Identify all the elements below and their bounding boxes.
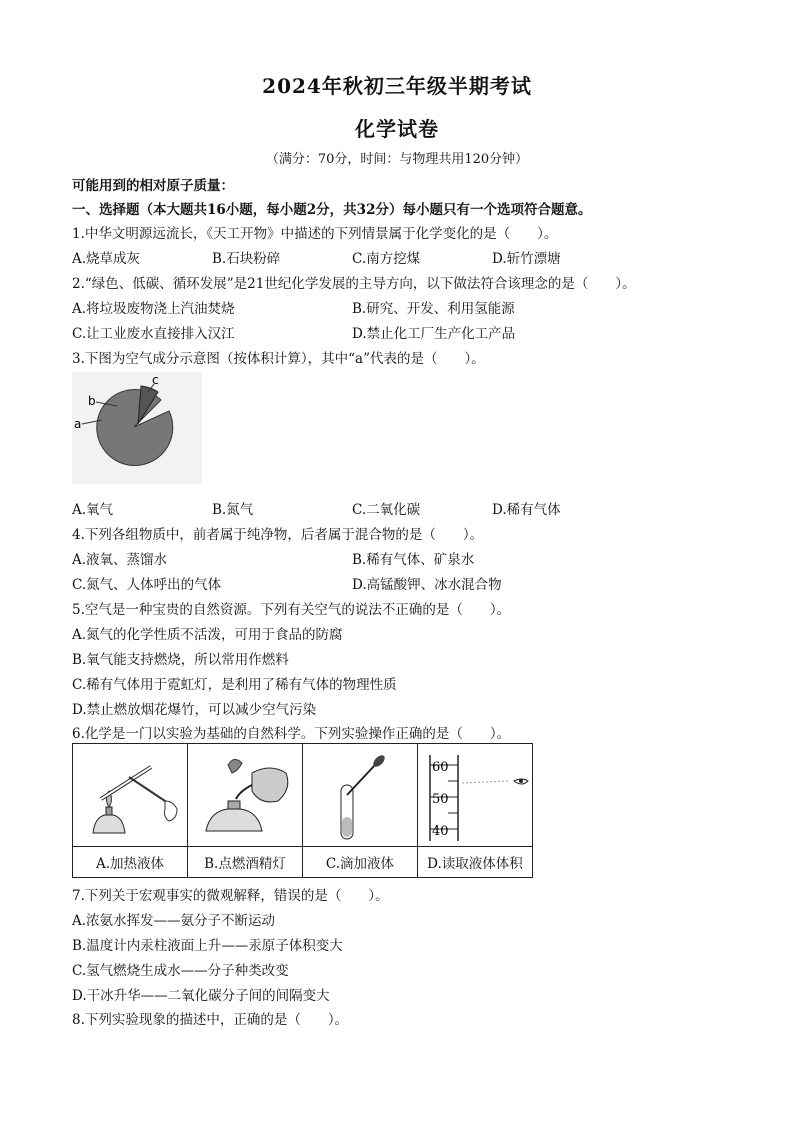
question-8: 8.下列实验现象的描述中，正确的是（ ）。 [72,1012,349,1028]
dropping-liquid-figure [303,745,417,845]
option: A.浓氨水挥发——氨分子不断运动 [72,913,276,929]
question-7: 7.下列关于宏观事实的微观解释，错误的是（ ）。 [72,888,389,904]
question-6: 6.化学是一门以实验为基础的自然科学。下列实验操作正确的是（ ）。 [72,726,511,742]
option: A.将垃圾废物浇上汽油焚烧 [72,301,235,317]
atomic-mass-label: 可能用到的相对原子质量： [72,178,234,194]
cell-lighting-lamp [188,744,303,847]
option: B.稀有气体、矿泉水 [352,552,475,568]
section-heading: 一、选择题（本大题共16小题，每小题2分，共32分）每小题只有一个选项符合题意。 [72,202,592,218]
question-4: 4.下列各组物质中，前者属于纯净物，后者属于混合物的是（ ）。 [72,527,484,543]
exam-subtitle: 化学试卷 [355,117,439,141]
cell-reading-volume [418,744,533,847]
option: A.液氧、蒸馏水 [72,552,168,568]
question-5: 5.空气是一种宝贵的自然资源。下列有关空气的说法不正确的是（ ）。 [72,602,511,618]
option: D.稀有气体 [492,502,561,518]
scale-60: 60 [432,760,449,775]
reading-volume-figure [418,745,532,845]
caption-dropping-liquid: C.滴加液体 [303,847,418,878]
option: C.南方挖煤 [352,251,421,267]
option: A.氧气 [72,502,114,518]
option: A.烧草成灰 [72,251,141,267]
option: D.高锰酸钾、冰水混合物 [352,577,502,593]
option: C.稀有气体用于霓虹灯，是利用了稀有气体的物理性质 [72,677,397,693]
caption-heating-liquid: A.加热液体 [73,847,188,878]
heating-liquid-figure [73,745,187,845]
exam-info: （满分：70分，时间：与物理共用120分钟） [265,152,529,167]
pie-label-c: c [152,373,159,387]
option: D.禁止燃放烟花爆竹，可以减少空气污染 [72,702,317,718]
option: B.氮气 [212,502,254,518]
caption-reading-volume: D.读取液体体积 [418,847,533,878]
exam-title: 2024年秋初三年级半期考试 [262,74,532,98]
question-3: 3.下图为空气成分示意图（按体积计算），其中“a”代表的是（ ）。 [72,351,485,367]
option: A.氮气的化学性质不活泼，可用于食品的防腐 [72,627,343,643]
pie-label-b: b [88,394,96,408]
lighting-lamp-figure [188,745,302,845]
experiment-table [72,743,533,878]
option: B.氧气能支持燃烧，所以常用作燃料 [72,652,289,668]
pie-label-a: a [74,417,82,431]
option: C.氢气燃烧生成水——分子种类改变 [72,963,289,979]
scale-50: 50 [432,792,449,807]
option: D.斩竹漂塘 [492,251,561,267]
option: C.氮气、人体呼出的气体 [72,577,222,593]
air-composition-pie-figure [72,372,202,484]
question-2: 2.“绿色、低碳、循环发展”是21世纪化学发展的主导方向，以下做法符合该理念的是（ ）。 [72,276,636,292]
option: C.二氧化碳 [352,502,421,518]
option: B.研究、开发、利用氢能源 [352,301,515,317]
question-1: 1.中华文明源远流长，《天工开物》中描述的下列情景属于化学变化的是（ ）。 [72,226,558,242]
option: D.干冰升华——二氧化碳分子间的间隔变大 [72,988,330,1004]
option: B.石块粉碎 [212,251,281,267]
option: B.温度计内汞柱液面上升——汞原子体积变大 [72,938,343,954]
cell-heating-liquid [73,744,188,847]
option: C.让工业废水直接排入汉江 [72,326,235,342]
caption-lighting-lamp: B.点燃酒精灯 [188,847,303,878]
scale-40: 40 [432,824,449,839]
cell-dropping-liquid [303,744,418,847]
option: D.禁止化工厂生产化工产品 [352,326,516,342]
